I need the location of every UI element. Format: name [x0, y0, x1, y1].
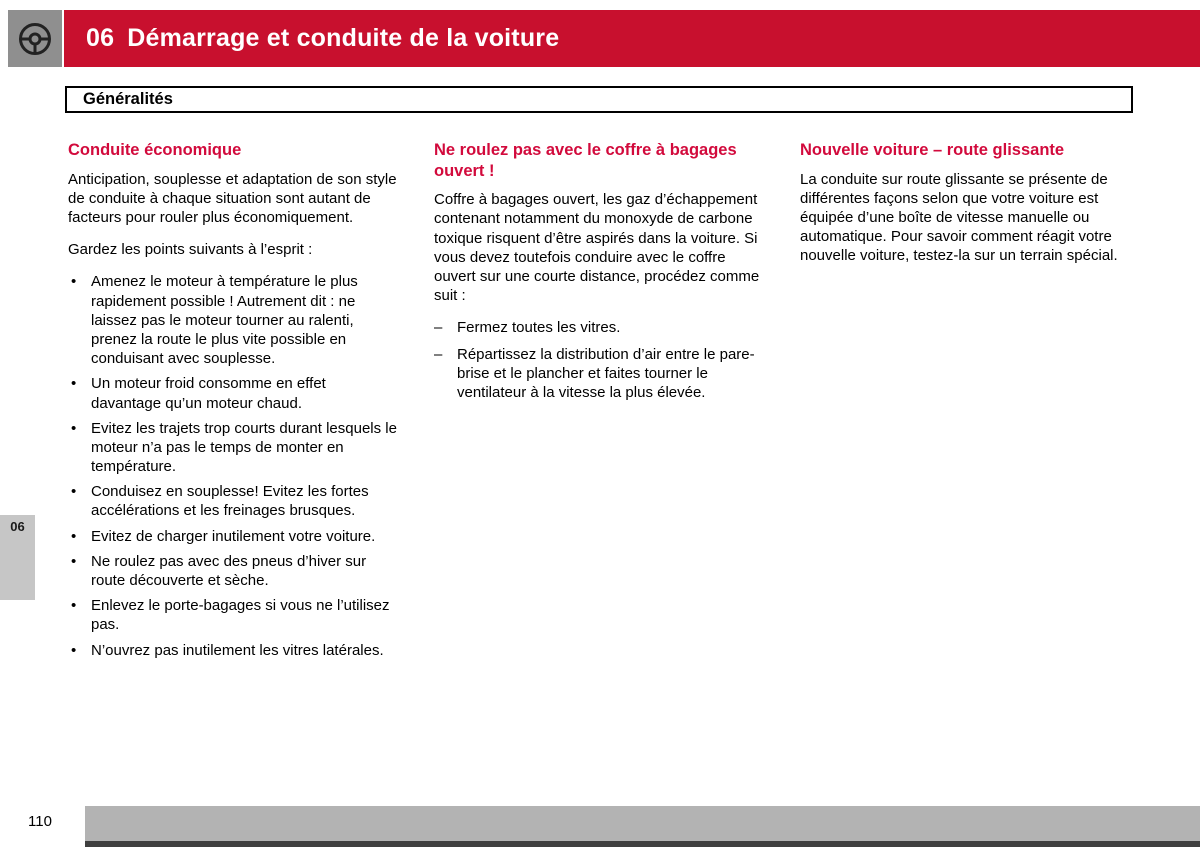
body-paragraph: Coffre à bagages ouvert, les gaz d’échappement contenant notamment du monoxyde de carbone toxique risquent d’être aspirés dans la voiture. Si vous devez toutefois conduire avec le coffre ouvert sur une courte distance, procédez comme suit :	[434, 191, 760, 305]
column-conduite-economique	[68, 140, 400, 666]
side-tab-label: 06	[10, 519, 25, 534]
footer-bar	[85, 806, 1200, 841]
bullet-item: • N’ouvrez pas inutilement les vitres latérales.	[68, 641, 400, 660]
bullet-list	[68, 272, 400, 659]
column-coffre-ouvert	[434, 140, 766, 666]
column-heading: Conduite économique	[68, 141, 242, 159]
steering-wheel-icon	[8, 10, 62, 67]
body-paragraph: La conduite sur route glissante se présente de différentes façons selon que votre voiture est équipée d’une boîte de vitesse manuelle ou automatique. Pour savoir comment réagit votre nouvelle voiture, testez-la sur un terrain spécial.	[800, 170, 1118, 265]
dash-list	[434, 318, 766, 402]
column-heading: Nouvelle voiture – route glissante	[800, 141, 1065, 159]
body-paragraph: Anticipation, souplesse et adaptation de son style de conduite à chaque situation sont autant de facteurs pour rouler plus économiquement.	[68, 170, 397, 226]
bullet-item: • Un moteur froid consomme en effet davantage qu’un moteur chaud.	[68, 374, 400, 412]
bullet-item: • Conduisez en souplesse! Evitez les fortes accélérations et les freinages brusques.	[68, 482, 400, 520]
page-number: 110	[28, 813, 52, 830]
dash-item: – Répartissez la distribution d’air entre le pare-brise et le plancher et faites tourner le ventilateur à la vitesse la plus élevée.	[434, 345, 766, 403]
body-paragraph: Gardez les points suivants à l’esprit :	[68, 241, 313, 259]
chapter-number: 06	[86, 24, 115, 52]
bullet-item: • Evitez les trajets trop courts durant lesquels le moteur n’a pas le temps de monter en température.	[68, 419, 400, 477]
bullet-item: • Amenez le moteur à température le plus rapidement possible ! Autrement dit : ne laissez pas le moteur tourner au ralenti, prenez la route le plus vite possible en conduisant avec souplesse.	[68, 272, 400, 368]
bullet-item: • Ne roulez pas avec des pneus d’hiver sur route découverte et sèche.	[68, 552, 400, 590]
footer-bottom-strip	[85, 841, 1200, 847]
bullet-item: • Evitez de charger inutilement votre voiture.	[68, 527, 400, 546]
column-heading: Ne roulez pas avec le coffre à bagages ouvert !	[434, 141, 737, 180]
column-nouvelle-voiture	[800, 140, 1132, 666]
chapter-header	[8, 10, 1200, 67]
section-title: Généralités	[83, 90, 173, 108]
content-columns	[68, 140, 1134, 666]
chapter-title-bar	[64, 10, 1200, 67]
section-title-box	[65, 86, 1133, 113]
chapter-side-tab	[0, 515, 35, 600]
chapter-title: Démarrage et conduite de la voiture	[127, 24, 560, 52]
dash-item: – Fermez toutes les vitres.	[434, 318, 766, 337]
bullet-item: • Enlevez le porte-bagages si vous ne l’utilisez pas.	[68, 596, 400, 634]
